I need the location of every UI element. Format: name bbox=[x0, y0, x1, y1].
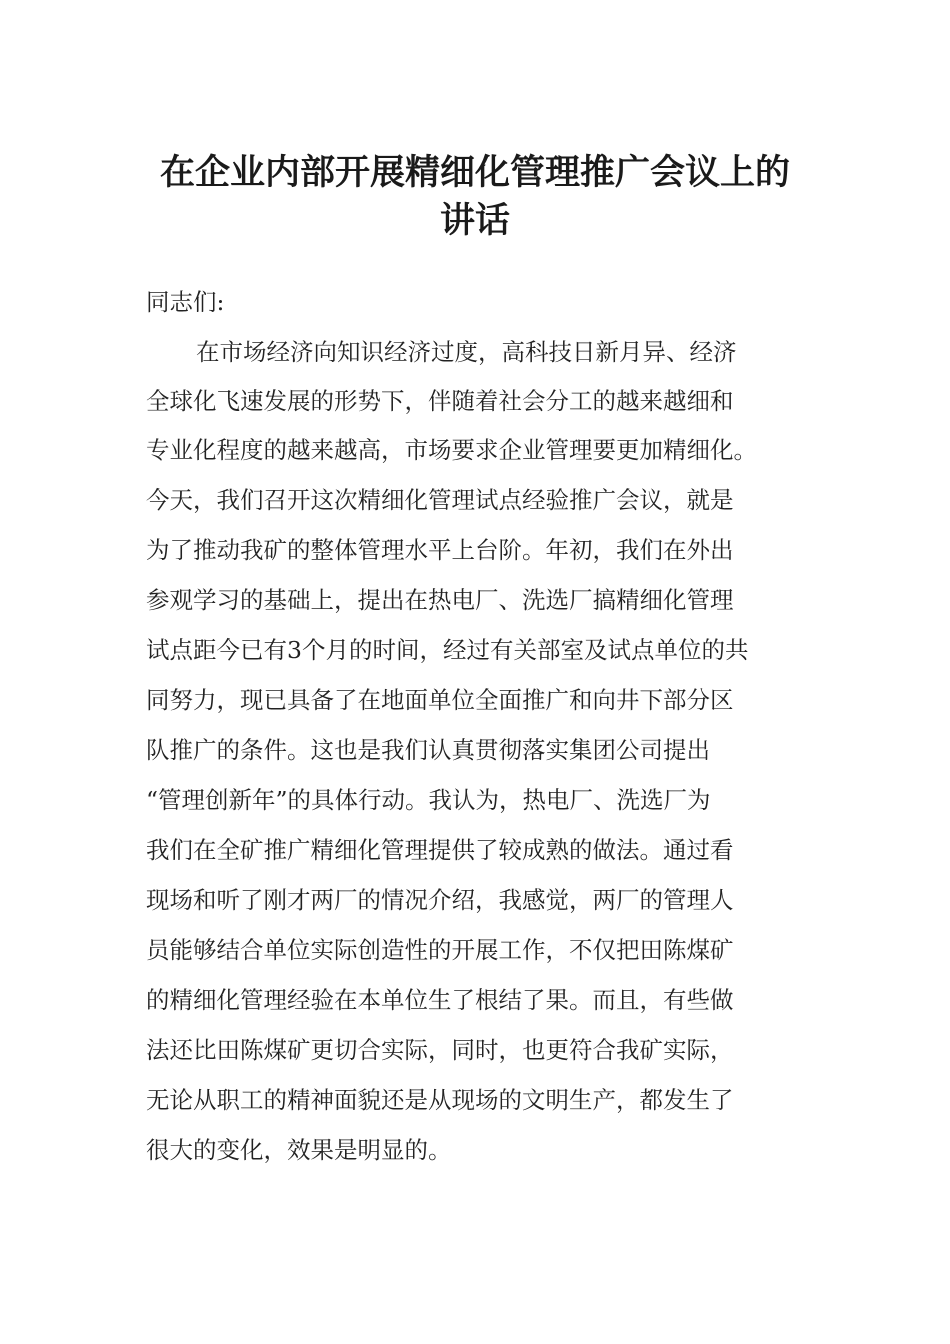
paragraph-line-1: 在市场经济向知识经济过度，高科技日新月异、经济 bbox=[196, 338, 737, 366]
paragraph-line-13: 员能够结合单位实际创造性的开展工作，不仅把田陈煤矿 bbox=[146, 936, 734, 964]
paragraph-line-3: 专业化程度的越来越高，市场要求企业管理要更加精细化。 bbox=[146, 436, 757, 464]
paragraph-line-14: 的精细化管理经验在本单位生了根结了果。而且，有些做 bbox=[146, 986, 734, 1014]
paragraph-line-8: 同努力，现已具备了在地面单位全面推广和向井下部分区 bbox=[146, 686, 734, 714]
paragraph-line-17: 很大的变化，效果是明显的。 bbox=[146, 1136, 452, 1164]
paragraph-line-6: 参观学习的基础上，提出在热电厂、洗选厂搞精细化管理 bbox=[146, 586, 734, 614]
salutation: 同志们: bbox=[146, 288, 225, 316]
paragraph-line-10: “管理创新年”的具体行动。我认为，热电厂、洗选厂为 bbox=[146, 786, 711, 814]
paragraph-line-9: 队推广的条件。这也是我们认真贯彻落实集团公司提出 bbox=[146, 736, 710, 764]
paragraph-line-16: 无论从职工的精神面貌还是从现场的文明生产，都发生了 bbox=[146, 1086, 734, 1114]
document-title-line-2: 讲话 bbox=[439, 200, 510, 241]
paragraph-line-12: 现场和听了刚才两厂的情况介绍，我感觉，两厂的管理人 bbox=[146, 886, 734, 914]
paragraph-line-5: 为了推动我矿的整体管理水平上台阶。年初，我们在外出 bbox=[146, 536, 734, 564]
paragraph-line-15: 法还比田陈煤矿更切合实际，同时，也更符合我矿实际， bbox=[146, 1036, 734, 1064]
document-title-line-1: 在企业内部开展精细化管理推广会议上的 bbox=[159, 152, 790, 193]
paragraph-line-4: 今天，我们召开这次精细化管理试点经验推广会议，就是 bbox=[146, 486, 734, 514]
paragraph-line-2: 全球化飞速发展的形势下，伴随着社会分工的越来越细和 bbox=[146, 387, 734, 415]
paragraph-line-7: 试点距今已有3个月的时间，经过有关部室及试点单位的共 bbox=[146, 636, 749, 664]
paragraph-line-11: 我们在全矿推广精细化管理提供了较成熟的做法。通过看 bbox=[146, 836, 734, 864]
